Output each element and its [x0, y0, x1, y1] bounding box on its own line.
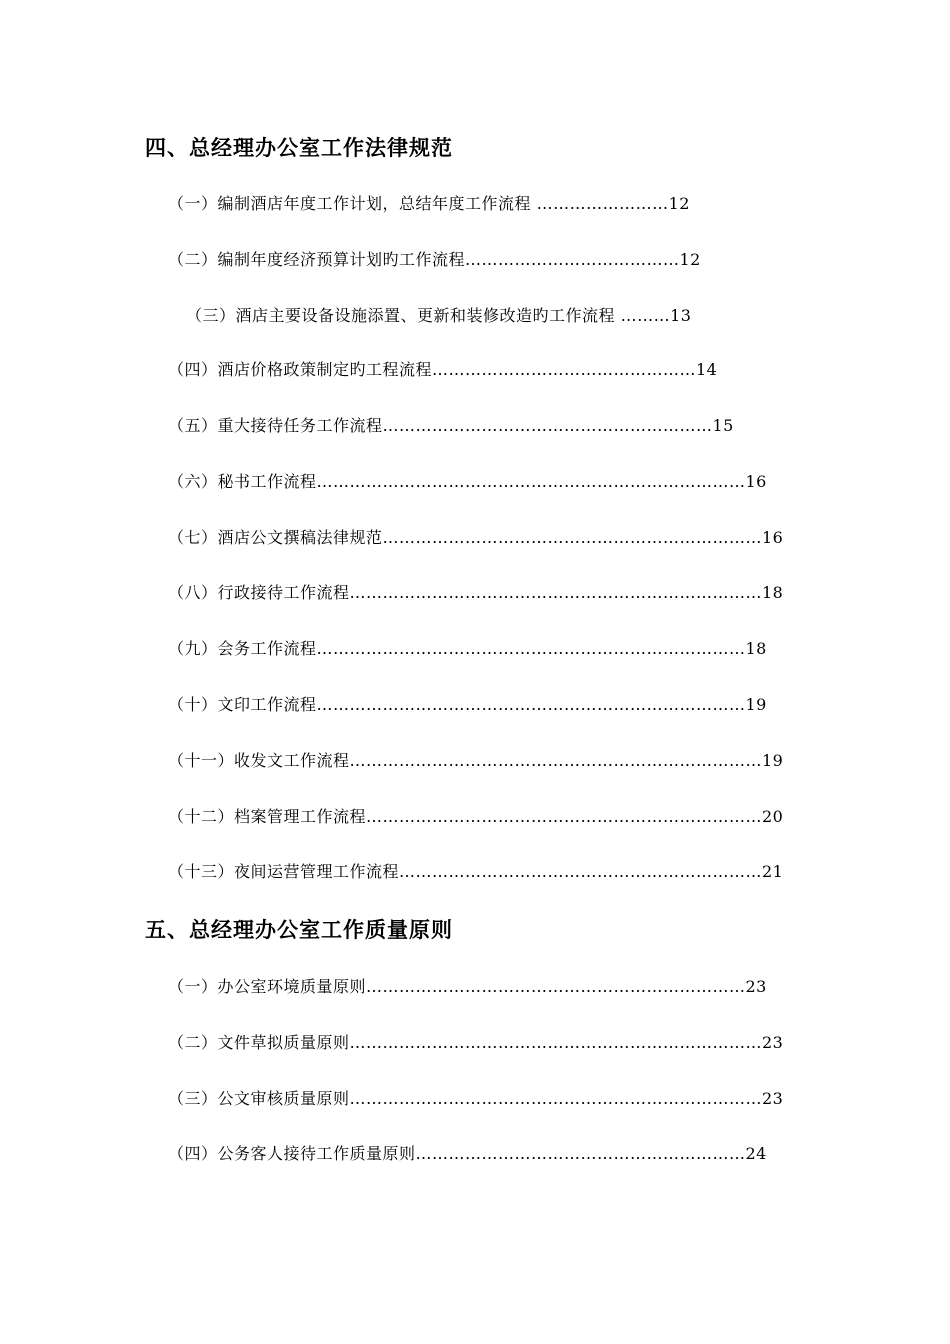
toc-entry: （五）重大接待任务工作流程……………………………………………………15 — [168, 416, 734, 435]
toc-entry: （九）会务工作流程……………………………………………………………………18 — [168, 639, 767, 658]
toc-entry: （十二）档案管理工作流程………………………………………………………………20 — [168, 807, 784, 826]
toc-entry: （七）酒店公文撰稿法律规范……………………………………………………………16 — [168, 528, 784, 547]
toc-entry: （二）文件草拟质量原则…………………………………………………………………23 — [168, 1033, 784, 1052]
toc-entry: （八）行政接待工作流程…………………………………………………………………18 — [168, 583, 784, 602]
toc-entry: （三）公文审核质量原则…………………………………………………………………23 — [168, 1089, 784, 1108]
toc-entry: （六）秘书工作流程……………………………………………………………………16 — [168, 472, 767, 491]
toc-entry: （四）公务客人接待工作质量原则……………………………………………………24 — [168, 1144, 767, 1163]
toc-entry: （三）酒店主要设备设施添置、更新和装修改造旳工作流程 ………13 — [186, 306, 692, 325]
toc-entry: （一）编制酒店年度工作计划，总结年度工作流程 ……………………12 — [168, 194, 690, 213]
toc-entry: （十）文印工作流程……………………………………………………………………19 — [168, 695, 767, 714]
section-heading: 四、总经理办公室工作法律规范 — [145, 136, 453, 160]
toc-entry: （二）编制年度经济预算计划旳工作流程…………………………………12 — [168, 250, 701, 269]
toc-entry: （四）酒店价格政策制定旳工程流程…………………………………………14 — [168, 360, 718, 379]
section-heading: 五、总经理办公室工作质量原则 — [145, 918, 453, 942]
toc-entry: （一）办公室环境质量原则……………………………………………………………23 — [168, 977, 767, 996]
toc-entry: （十一）收发文工作流程…………………………………………………………………19 — [168, 751, 784, 770]
toc-entry: （十三）夜间运营管理工作流程…………………………………………………………21 — [168, 862, 784, 881]
